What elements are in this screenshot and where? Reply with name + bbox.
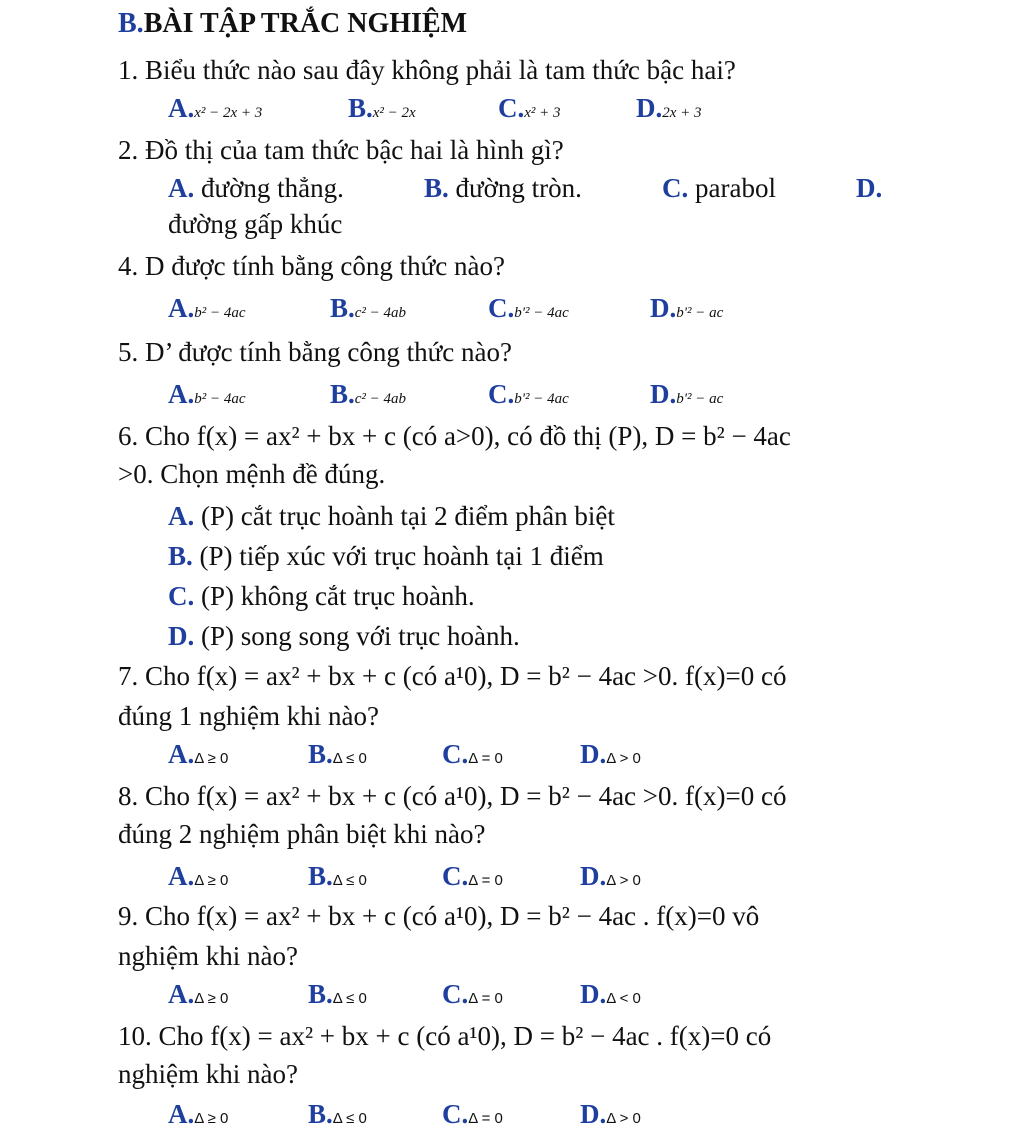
question-9-options	[168, 978, 928, 1010]
option-a-expr: b² − 4ac	[194, 305, 246, 321]
option-b: B. đường tròn.	[424, 173, 582, 203]
option-b: B.x² − 2x	[348, 93, 416, 123]
option-b-expr: x² − 2x	[372, 105, 416, 121]
question-6-option-c: C. (P) không cắt trục hoành.	[168, 581, 475, 611]
option-d: D.Δ > 0	[580, 1099, 641, 1129]
option-d: D.Δ > 0	[580, 739, 641, 769]
option-b: B.c² − 4ab	[330, 379, 407, 409]
question-9-line-2: nghiệm khi nào?	[118, 941, 298, 971]
section-title	[118, 8, 467, 40]
question-9-line-1: 9. Cho f(x) = ax² + bx + c (có a¹0), D = b² − 4ac . f(x)=0 vô	[118, 901, 760, 931]
section-title-prefix: B.	[118, 8, 144, 39]
option-d-label: D.	[856, 173, 883, 203]
option-c-expr: x² + 3	[524, 105, 561, 121]
question-6-option-b: B. (P) tiếp xúc với trục hoành tại 1 điểm	[168, 541, 604, 571]
option-b: B.Δ ≤ 0	[308, 861, 367, 891]
option-c: C.Δ = 0	[442, 979, 503, 1009]
question-5-options	[168, 378, 928, 410]
question-10-options	[168, 1098, 928, 1130]
option-d: D.b'² − ac	[650, 293, 724, 323]
question-7-line-2: đúng 1 nghiệm khi nào?	[118, 701, 379, 731]
option-a: A.Δ ≥ 0	[168, 739, 229, 769]
option-b: B.Δ ≤ 0	[308, 1099, 367, 1129]
question-6-option-d: D. (P) song song với trục hoành.	[168, 621, 520, 651]
option-c-expr: b'² − 4ac	[514, 305, 569, 321]
option-c-text: parabol	[695, 173, 776, 203]
question-8-line-1: 8. Cho f(x) = ax² + bx + c (có a¹0), D = b² − 4ac >0. f(x)=0 có	[118, 781, 787, 811]
option-a: A.b² − 4ac	[168, 379, 246, 409]
option-b-expr: c² − 4ab	[354, 391, 407, 407]
option-c: C.Δ = 0	[442, 739, 503, 769]
question-7-line-1: 7. Cho f(x) = ax² + bx + c (có a¹0), D = b² − 4ac >0. f(x)=0 có	[118, 661, 787, 691]
option-c: C.Δ = 0	[442, 1099, 503, 1129]
option-a-expr: b² − 4ac	[194, 391, 246, 407]
option-d: D.Δ > 0	[580, 861, 641, 891]
question-6-line-2: >0. Chọn mệnh đề đúng.	[118, 459, 386, 489]
question-2: 2. Đồ thị của tam thức bậc hai là hình gì?	[118, 135, 564, 165]
option-c: C. parabol	[662, 173, 776, 203]
option-c: C.Δ = 0	[442, 861, 503, 891]
option-d: D.Δ < 0	[580, 979, 641, 1009]
option-d-expr: b'² − ac	[676, 305, 724, 321]
section-title-text: BÀI TẬP TRẮC NGHIỆM	[143, 8, 468, 39]
option-b: B.Δ ≤ 0	[308, 979, 367, 1009]
question-6-line-1: 6. Cho f(x) = ax² + bx + c (có a>0), có đồ thị (P), D = b² − 4ac	[118, 421, 791, 451]
question-6-option-a: A. (P) cắt trục hoành tại 2 điểm phân biệt	[168, 501, 615, 531]
option-c-expr: b'² − 4ac	[514, 391, 569, 407]
option-d-expr: 2x + 3	[662, 105, 702, 121]
option-a: A. đường thẳng.	[168, 173, 344, 203]
option-b-text: đường tròn.	[455, 173, 582, 203]
question-5: 5. D’ được tính bằng công thức nào?	[118, 337, 512, 367]
option-d: D.2x + 3	[636, 93, 702, 123]
option-a: A.Δ ≥ 0	[168, 861, 229, 891]
option-d-expr: b'² − ac	[676, 391, 724, 407]
question-1-options	[168, 92, 928, 124]
question-10-line-2: nghiệm khi nào?	[118, 1059, 298, 1089]
option-a: A.b² − 4ac	[168, 293, 246, 323]
question-10-line-1: 10. Cho f(x) = ax² + bx + c (có a¹0), D = b² − 4ac . f(x)=0 có	[118, 1021, 772, 1051]
option-a: A.Δ ≥ 0	[168, 1099, 229, 1129]
option-d-text: đường gấp khúc	[168, 209, 343, 239]
option-b: B.Δ ≤ 0	[308, 739, 367, 769]
option-d: D.b'² − ac	[650, 379, 724, 409]
option-a-text: đường thẳng.	[201, 173, 344, 203]
option-b: B.c² − 4ab	[330, 293, 407, 323]
option-a: A.Δ ≥ 0	[168, 979, 229, 1009]
question-4-options	[168, 292, 928, 324]
question-7-options	[168, 738, 928, 770]
option-b-expr: c² − 4ab	[354, 305, 407, 321]
question-4: 4. D được tính bằng công thức nào?	[118, 251, 505, 281]
option-a-expr: x² − 2x + 3	[194, 105, 263, 121]
question-8-options	[168, 860, 928, 892]
question-1: 1. Biểu thức nào sau đây không phải là tam thức bậc hai?	[118, 55, 736, 85]
option-a: A.x² − 2x + 3	[168, 93, 263, 123]
question-2-options	[168, 172, 928, 204]
question-8-line-2: đúng 2 nghiệm phân biệt khi nào?	[118, 819, 486, 849]
option-c: C.x² + 3	[498, 93, 561, 123]
option-c: C.b'² − 4ac	[488, 379, 569, 409]
option-c: C.b'² − 4ac	[488, 293, 569, 323]
